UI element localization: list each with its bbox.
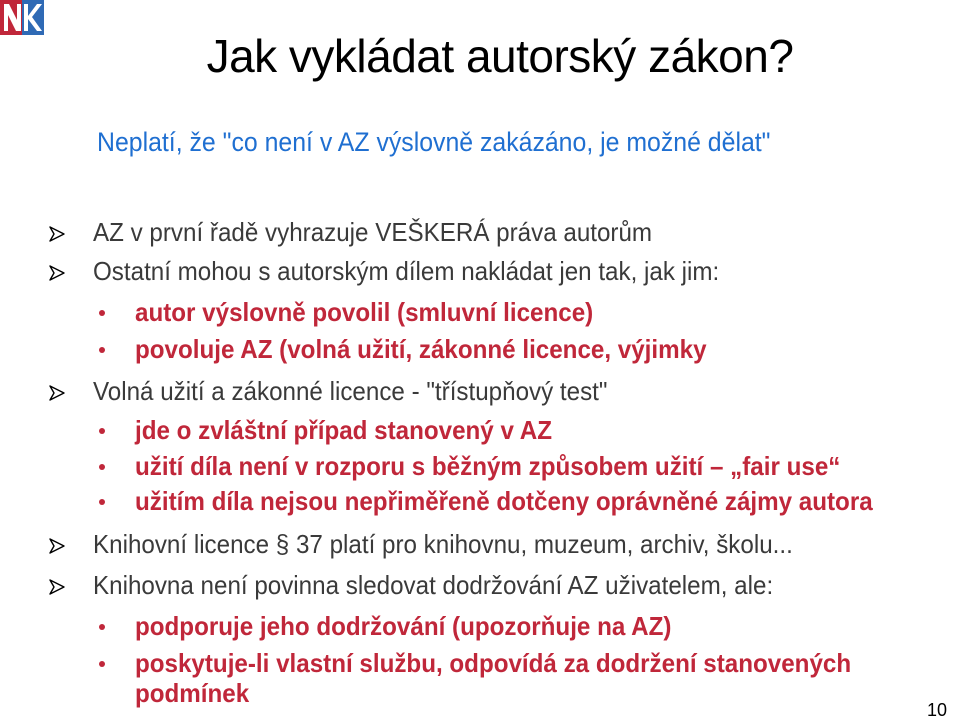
list-item: AZ v první řadě vyhrazuje VEŠKERÁ práva autorům [93, 217, 653, 247]
dot-bullet-icon [99, 499, 105, 505]
arrow-bullet-icon [49, 226, 65, 242]
list-item: Volná užití a zákonné licence - "třístupňový test" [93, 376, 608, 406]
arrow-bullet-icon [49, 385, 65, 401]
dot-bullet-icon [99, 661, 105, 667]
arrow-bullet-icon [49, 579, 65, 595]
list-item: Knihovna není povinna sledovat dodržování AZ uživatelem, ale: [93, 570, 774, 600]
dot-bullet-icon [99, 428, 105, 434]
list-item: autor výslovně povolil (smluvní licence) [135, 297, 594, 327]
list-item: užitím díla nejsou nepřiměřeně dotčeny oprávněné zájmy autora [135, 486, 873, 516]
slide-title: Jak vykládat autorský zákon? [206, 30, 794, 82]
arrow-bullet-icon [49, 265, 65, 281]
list-item: Knihovní licence § 37 platí pro knihovnu, muzeum, archiv, školu... [93, 529, 793, 559]
list-item: podporuje jeho dodržování (upozorňuje na AZ) [135, 611, 672, 641]
arrow-bullet-icon [49, 538, 65, 554]
dot-bullet-icon [99, 624, 105, 630]
list-item: podmínek [135, 678, 250, 708]
page-number: 10 [926, 700, 947, 720]
dot-bullet-icon [99, 347, 105, 353]
list-item: jde o zvláštní případ stanovený v AZ [135, 415, 552, 445]
list-item: poskytuje-li vlastní službu, odpovídá za dodržení stanovených [135, 648, 852, 678]
dot-bullet-icon [99, 310, 105, 316]
list-item: Ostatní mohou s autorským dílem nakládat jen tak, jak jim: [93, 256, 720, 286]
dot-bullet-icon [99, 464, 105, 470]
list-item: povoluje AZ (volná užití, zákonné licence, výjimky [135, 334, 707, 364]
slide-subtitle: Neplatí, že "co není v AZ výslovně zakázáno, je možné dělat" [97, 127, 771, 157]
list-item: užití díla není v rozporu s běžným způsobem užití – „fair use“ [135, 451, 841, 481]
